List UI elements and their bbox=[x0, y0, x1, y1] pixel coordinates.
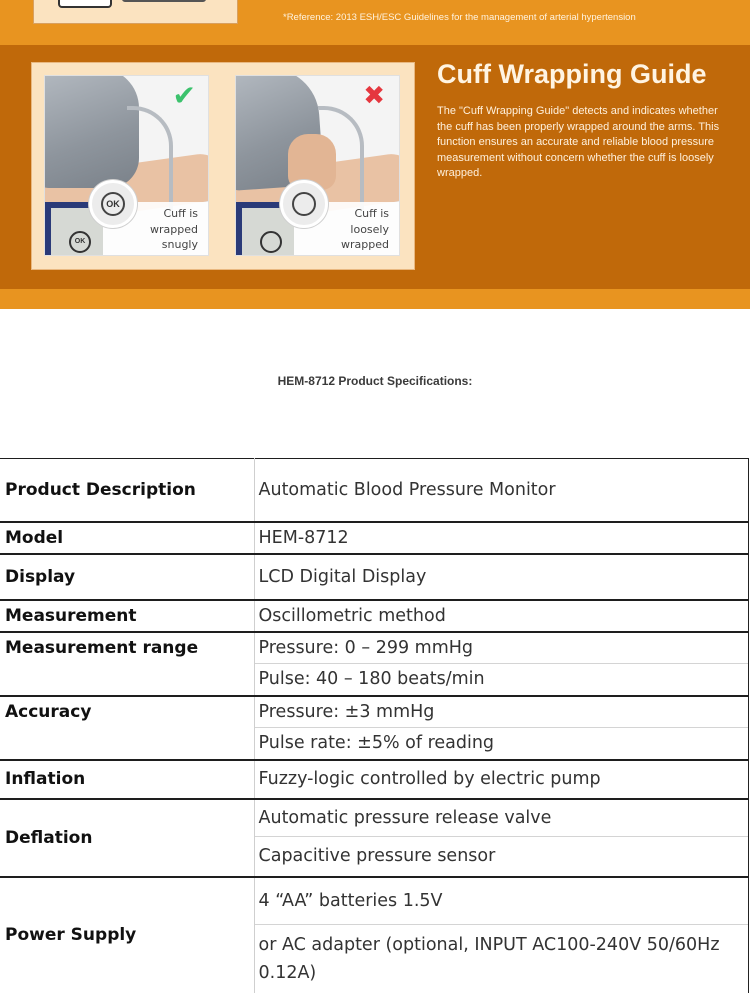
spec-value: Automatic pressure release valve bbox=[254, 799, 749, 837]
check-mark-icon: ✔ bbox=[172, 79, 196, 112]
spec-label: Power Supply bbox=[0, 877, 254, 993]
spec-label bbox=[0, 728, 254, 760]
table-row bbox=[0, 799, 749, 837]
table-row bbox=[0, 554, 749, 600]
table-row bbox=[0, 760, 749, 799]
reference-note: *Reference: 2013 ESH/ESC Guidelines for the management of arterial hypertension bbox=[283, 12, 636, 23]
spec-value: Pulse rate: ±5% of reading bbox=[254, 728, 749, 760]
spec-value: HEM-8712 bbox=[254, 522, 749, 554]
cuff-wrapped-snugly-photo bbox=[44, 75, 209, 256]
table-row bbox=[0, 728, 749, 760]
cuff-guide-description: The "Cuff Wrapping Guide" detects and indicates whether the cuff has been properly wrapped around the arms. This function ensures an accurate and reliable blood pressure measurement without concern whether the cuff is loosely wrapped. bbox=[437, 105, 720, 179]
table-row bbox=[0, 459, 749, 522]
spec-label: Product Description bbox=[0, 459, 254, 522]
spec-label: Deflation bbox=[0, 799, 254, 877]
table-row bbox=[0, 664, 749, 696]
cuff-wrapping-guide-section bbox=[0, 45, 750, 289]
table-row bbox=[0, 696, 749, 728]
spec-label: Measurement range bbox=[0, 632, 254, 664]
table-row bbox=[0, 632, 749, 664]
good-caption: Cuff is wrapped snugly bbox=[150, 207, 198, 251]
cuff-guide-title: Cuff Wrapping Guide bbox=[437, 59, 707, 89]
spec-value: Pressure: 0 – 299 mmHg bbox=[254, 632, 749, 664]
loose-indicator-icon bbox=[260, 231, 282, 253]
spec-label bbox=[0, 664, 254, 696]
top-banner-strip bbox=[0, 0, 750, 45]
spec-heading: HEM-8712 Product Specifications: bbox=[277, 374, 473, 388]
ok-indicator-icon-large: OK bbox=[89, 180, 137, 228]
ok-indicator-icon: OK bbox=[69, 231, 91, 253]
spec-value: 4 “AA” batteries 1.5V bbox=[254, 877, 749, 925]
cuff-image bbox=[44, 75, 139, 188]
spec-value: LCD Digital Display bbox=[254, 554, 749, 600]
bottom-banner-strip bbox=[0, 289, 750, 309]
cuff-loosely-wrapped-photo bbox=[235, 75, 400, 256]
spec-table bbox=[0, 458, 749, 993]
spec-label: Model bbox=[0, 522, 254, 554]
spec-value: Pressure: ±3 mmHg bbox=[254, 696, 749, 728]
spec-value: Fuzzy-logic controlled by electric pump bbox=[254, 760, 749, 799]
monitor-device-image bbox=[58, 0, 112, 8]
spec-label: Inflation bbox=[0, 760, 254, 799]
table-row bbox=[0, 522, 749, 554]
spec-value: Capacitive pressure sensor bbox=[254, 837, 749, 877]
spec-value: or AC adapter (optional, INPUT AC100-240V 50/60Hz 0.12A) bbox=[254, 925, 749, 993]
table-row bbox=[0, 600, 749, 632]
table-row bbox=[0, 877, 749, 925]
spec-label: Measurement bbox=[0, 600, 254, 632]
monitor-device-image-secondary bbox=[122, 0, 206, 2]
cuff-photo-panel bbox=[31, 62, 415, 270]
spec-label: Accuracy bbox=[0, 696, 254, 728]
bad-caption: Cuff is loosely wrapped bbox=[341, 207, 389, 251]
device-image-card bbox=[33, 0, 238, 24]
cross-mark-icon: ✖ bbox=[363, 81, 385, 111]
spec-label: Display bbox=[0, 554, 254, 600]
spec-value: Automatic Blood Pressure Monitor bbox=[254, 459, 749, 522]
spec-value: Pulse: 40 – 180 beats/min bbox=[254, 664, 749, 696]
spec-value: Oscillometric method bbox=[254, 600, 749, 632]
